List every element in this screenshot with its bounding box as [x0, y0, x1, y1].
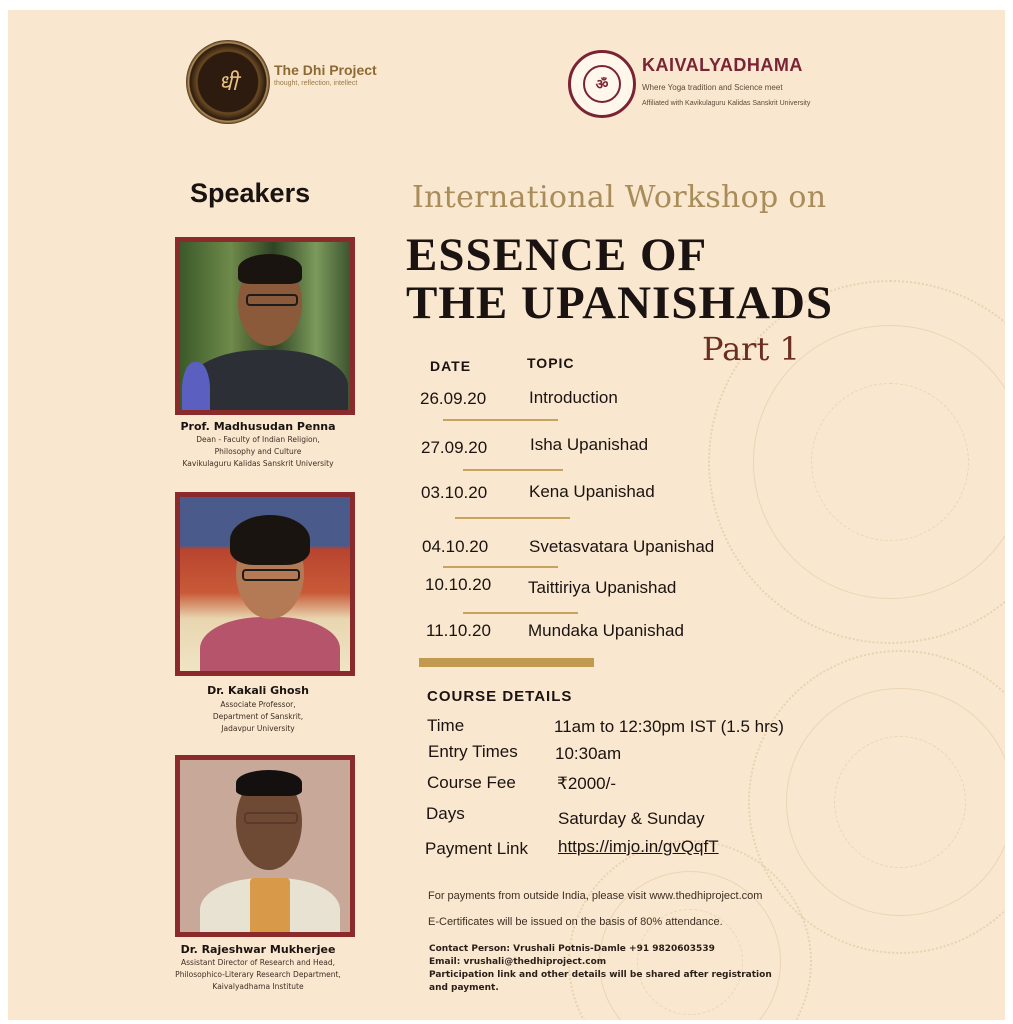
- schedule-date: 26.09.20: [420, 389, 487, 408]
- schedule-separator: [455, 517, 570, 519]
- speaker-name: Dr. Rajeshwar Mukherjee: [180, 943, 336, 956]
- kaivalyadhama-logo: [568, 50, 636, 118]
- contact-person: Contact Person: Vrushali Potnis-Damle +91 9820603539: [429, 944, 715, 954]
- workshop-part: Part 1: [702, 330, 800, 368]
- kaivalyadhama-title: KAIVALYADHAMA: [642, 55, 803, 75]
- kaivalyadhama-emblem: [583, 65, 621, 103]
- course-detail-label: Time: [427, 716, 465, 735]
- schedule-topic: Svetasvatara Upanishad: [529, 537, 715, 556]
- workshop-title-line-2: THE UPANISHADS: [406, 277, 834, 329]
- payment-note: For payments from outside India, please visit www.thedhiproject.com: [428, 890, 763, 902]
- kaivalyadhama-logo-glyph: ॐ: [595, 75, 609, 92]
- schedule-topic: Introduction: [529, 388, 618, 407]
- participation-note: and payment.: [429, 983, 499, 993]
- course-detail-value: 11am to 12:30pm IST (1.5 hrs): [554, 717, 784, 736]
- schedule-separator: [443, 419, 558, 421]
- speaker-affiliation: Philosophico-Literary Research Department,: [175, 970, 341, 979]
- participation-note: Participation link and other details will be shared after registration: [429, 970, 772, 980]
- schedule-topic: Isha Upanishad: [530, 435, 649, 454]
- schedule-date: 11.10.20: [426, 621, 491, 640]
- course-detail-label: Payment Link: [425, 839, 528, 858]
- certificate-note: E-Certificates will be issued on the basis of 80% attendance.: [428, 916, 723, 928]
- schedule-topic: Taittiriya Upanishad: [528, 578, 677, 597]
- schedule-date: 10.10.20: [425, 575, 492, 594]
- kaivalyadhama-affiliation: Affiliated with Kavikulaguru Kalidas Sanskrit University: [642, 100, 811, 107]
- schedule-topic: Mundaka Upanishad: [528, 621, 684, 640]
- speaker-affiliation: Philosophy and Culture: [214, 447, 302, 456]
- schedule-separator: [463, 612, 578, 614]
- course-detail-label: Entry Times: [428, 742, 518, 761]
- contact-email: Email: vrushali@thedhiproject.com: [429, 957, 607, 967]
- speaker-affiliation: Assistant Director of Research and Head,: [181, 958, 335, 967]
- schedule-date: 03.10.20: [421, 483, 488, 502]
- schedule-topic: Kena Upanishad: [529, 482, 655, 501]
- speaker-name: Dr. Kakali Ghosh: [207, 684, 309, 697]
- schedule-date-header: DATE: [430, 358, 472, 374]
- speaker-name: Prof. Madhusudan Penna: [180, 420, 336, 433]
- dhi-project-title: The Dhi Project: [274, 62, 377, 78]
- speaker-affiliation: Associate Professor,: [220, 700, 296, 709]
- speaker-affiliation: Dean - Faculty of Indian Religion,: [196, 435, 320, 444]
- course-detail-value: ₹2000/-: [557, 774, 617, 793]
- schedule-topic-header: TOPIC: [527, 355, 575, 371]
- speaker-photo-ghosh: [175, 492, 355, 676]
- speaker-photo-penna: [175, 237, 355, 415]
- course-detail-value: 10:30am: [555, 744, 622, 763]
- gold-divider-bar: [419, 658, 594, 667]
- schedule-separator: [463, 469, 563, 471]
- course-detail-value: Saturday & Sunday: [558, 809, 705, 828]
- speaker-affiliation: Kavikulaguru Kalidas Sanskrit University: [182, 459, 334, 468]
- speaker-affiliation: Department of Sanskrit,: [212, 712, 304, 721]
- dhi-logo-glyph: धी: [218, 71, 238, 96]
- speaker-photo-mukherjee: [175, 755, 355, 937]
- workshop-pretitle: International Workshop on: [412, 180, 827, 215]
- course-details-heading: COURSE DETAILS: [427, 688, 573, 705]
- schedule-separator: [443, 566, 558, 568]
- payment-link[interactable]: https://imjo.in/gvQqfT: [558, 837, 719, 856]
- dhi-project-subtitle: thought, reflection, intellect: [274, 80, 358, 87]
- workshop-poster: [8, 10, 1005, 1020]
- course-detail-label: Course Fee: [427, 773, 516, 792]
- kaivalyadhama-tagline: Where Yoga tradition and Science meet: [642, 83, 783, 92]
- speakers-heading: Speakers: [190, 178, 311, 208]
- speaker-affiliation: Jadavpur University: [221, 724, 295, 733]
- schedule-date: 04.10.20: [422, 537, 489, 556]
- course-detail-label: Days: [426, 804, 465, 823]
- dhi-project-logo: [186, 40, 270, 124]
- schedule-date: 27.09.20: [421, 438, 488, 457]
- speaker-affiliation: Kaivalyadhama Institute: [212, 982, 304, 991]
- workshop-title-line-1: ESSENCE OF: [406, 229, 708, 281]
